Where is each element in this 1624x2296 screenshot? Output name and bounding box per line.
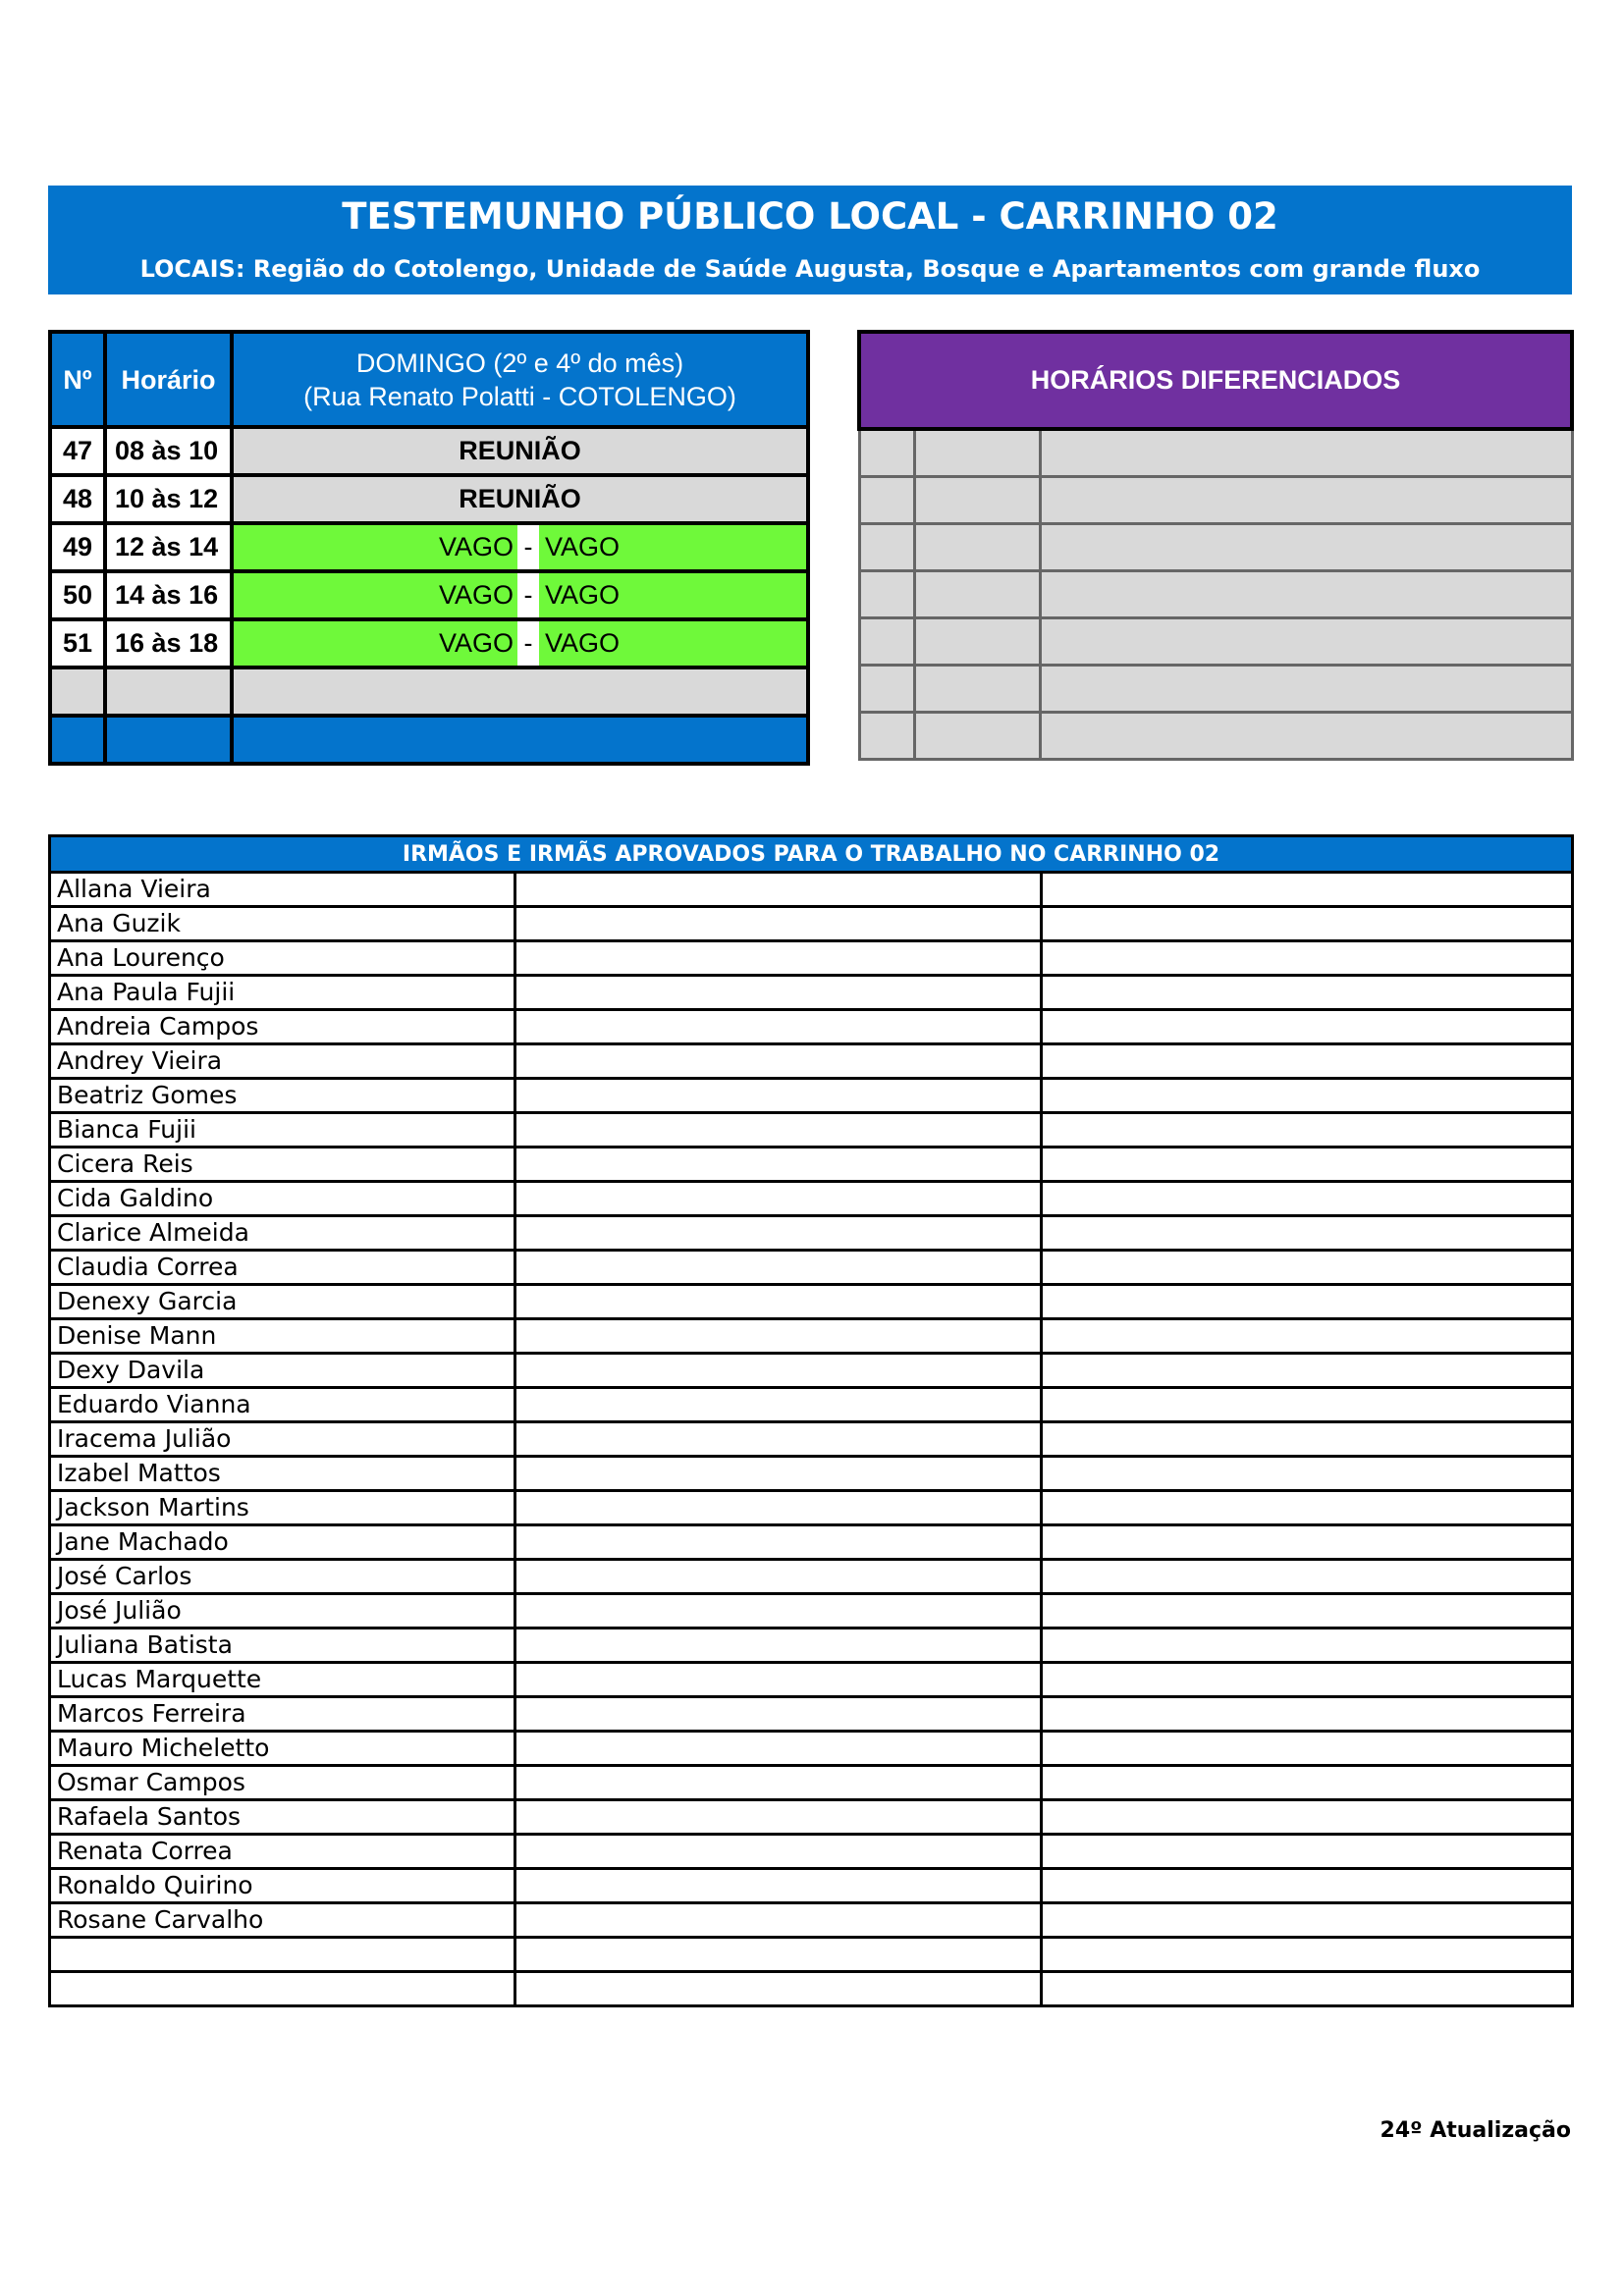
approved-extra-cell[interactable] [515, 1972, 1042, 2006]
approved-extra-cell[interactable] [515, 1285, 1042, 1319]
approved-name: Andreia Campos [50, 1010, 515, 1044]
row-time: 14 às 16 [105, 571, 232, 619]
approved-row [50, 1525, 1573, 1560]
approved-name: Ana Paula Fujii [50, 976, 515, 1010]
diferenciados-row [859, 477, 1572, 524]
col-day-line2: (Rua Renato Polatti - COTOLENGO) [303, 381, 736, 411]
diferenciados-row [859, 429, 1572, 477]
approved-extra-cell[interactable] [515, 1594, 1042, 1629]
approved-extra-cell[interactable] [1042, 1079, 1573, 1113]
blue-cell [50, 716, 105, 764]
approved-name: Ana Guzik [50, 907, 515, 941]
row-time: 16 às 18 [105, 619, 232, 667]
diferenciados-cell[interactable] [1040, 618, 1572, 666]
approved-row [50, 1629, 1573, 1663]
approved-name: Claudia Correa [50, 1251, 515, 1285]
blue-cell [232, 716, 808, 764]
page-subtitle: LOCAIS: Região do Cotolengo, Unidade de Saúde Augusta, Bosque e Apartamentos com grande fluxo [139, 255, 1481, 283]
diferenciados-cell[interactable] [859, 429, 914, 477]
schedule-header-row [50, 332, 808, 427]
approved-extra-cell[interactable] [1042, 941, 1573, 976]
diferenciados-cell[interactable] [1040, 571, 1572, 618]
approved-extra-cell[interactable] [1042, 1251, 1573, 1285]
approved-row [50, 1663, 1573, 1697]
approved-name: Denise Mann [50, 1319, 515, 1354]
diferenciados-cell[interactable] [914, 713, 1040, 760]
approved-name [50, 1938, 515, 1972]
approved-extra-cell[interactable] [1042, 1938, 1573, 1972]
schedule-row [50, 619, 808, 667]
slot-separator: - [517, 621, 539, 666]
row-time: 08 às 10 [105, 427, 232, 475]
schedule-row [50, 571, 808, 619]
approved-name: Clarice Almeida [50, 1216, 515, 1251]
approved-name: Eduardo Vianna [50, 1388, 515, 1422]
diferenciados-header-row [859, 332, 1572, 429]
row-number: 48 [50, 475, 105, 523]
diferenciados-cell[interactable] [1040, 429, 1572, 477]
approved-name: José Carlos [50, 1560, 515, 1594]
approved-name: Cicera Reis [50, 1148, 515, 1182]
approved-name: Rosane Carvalho [50, 1903, 515, 1938]
approved-name: Mauro Micheletto [50, 1732, 515, 1766]
approved-extra-cell[interactable] [1042, 873, 1573, 907]
row-number: 49 [50, 523, 105, 571]
schedule-table [48, 330, 810, 766]
approved-name: Osmar Campos [50, 1766, 515, 1800]
approved-extra-cell[interactable] [1042, 1285, 1573, 1319]
diferenciados-row [859, 618, 1572, 666]
approved-extra-cell[interactable] [515, 1113, 1042, 1148]
approved-row [50, 1182, 1573, 1216]
approved-row [50, 1044, 1573, 1079]
diferenciados-table [857, 330, 1574, 761]
col-time-header: Horário [105, 332, 232, 427]
approved-extra-cell[interactable] [1042, 1319, 1573, 1354]
row-number: 50 [50, 571, 105, 619]
approved-extra-cell[interactable] [1042, 1182, 1573, 1216]
slot-a[interactable]: VAGO [438, 532, 514, 561]
approved-extra-cell[interactable] [515, 1525, 1042, 1560]
approved-name: Bianca Fujii [50, 1113, 515, 1148]
approved-extra-cell[interactable] [515, 1354, 1042, 1388]
approved-extra-cell[interactable] [515, 1216, 1042, 1251]
diferenciados-row [859, 524, 1572, 571]
empty-cell[interactable] [50, 667, 105, 716]
approved-extra-cell[interactable] [515, 1457, 1042, 1491]
approved-extra-cell[interactable] [515, 1869, 1042, 1903]
approved-name: Iracema Julião [50, 1422, 515, 1457]
approved-row [50, 1835, 1573, 1869]
diferenciados-cell[interactable] [914, 571, 1040, 618]
approved-row [50, 1354, 1573, 1388]
approved-extra-cell[interactable] [1042, 1663, 1573, 1697]
schedule-row [50, 427, 808, 475]
approved-title: IRMÃOS E IRMÃS APROVADOS PARA O TRABALHO NO CARRINHO 02 [50, 836, 1573, 873]
approved-extra-cell[interactable] [1042, 1869, 1573, 1903]
diferenciados-cell[interactable] [914, 618, 1040, 666]
row-time: 10 às 12 [105, 475, 232, 523]
diferenciados-cell[interactable] [914, 524, 1040, 571]
approved-name: Marcos Ferreira [50, 1697, 515, 1732]
schedule-empty-row [50, 667, 808, 716]
approved-row [50, 1491, 1573, 1525]
approved-extra-cell[interactable] [1042, 1732, 1573, 1766]
approved-extra-cell[interactable] [515, 1319, 1042, 1354]
approved-row [50, 1457, 1573, 1491]
approved-row [50, 1732, 1573, 1766]
approved-name: Andrey Vieira [50, 1044, 515, 1079]
approved-extra-cell[interactable] [1042, 1629, 1573, 1663]
approved-extra-cell[interactable] [1042, 1113, 1573, 1148]
approved-extra-cell[interactable] [1042, 1835, 1573, 1869]
slot-separator: - [517, 573, 539, 617]
diferenciados-title: HORÁRIOS DIFERENCIADOS [859, 332, 1572, 429]
approved-name: Juliana Batista [50, 1629, 515, 1663]
approved-extra-cell[interactable] [515, 873, 1042, 907]
approved-extra-cell[interactable] [1042, 1972, 1573, 2006]
empty-cell[interactable] [105, 667, 232, 716]
col-num-header: Nº [50, 332, 105, 427]
approved-name: Renata Correa [50, 1835, 515, 1869]
approved-name: Allana Vieira [50, 873, 515, 907]
approved-extra-cell[interactable] [515, 1663, 1042, 1697]
approved-name: Lucas Marquette [50, 1663, 515, 1697]
schedule-row [50, 523, 808, 571]
approved-extra-cell[interactable] [1042, 1697, 1573, 1732]
approved-extra-cell[interactable] [515, 1079, 1042, 1113]
approved-row [50, 1869, 1573, 1903]
approved-extra-cell[interactable] [515, 1766, 1042, 1800]
approved-extra-cell[interactable] [1042, 1388, 1573, 1422]
col-day-line1: DOMINGO (2º e 4º do mês) [355, 347, 684, 378]
approved-extra-cell[interactable] [515, 941, 1042, 976]
diferenciados-row [859, 571, 1572, 618]
approved-extra-cell[interactable] [1042, 976, 1573, 1010]
approved-row [50, 1422, 1573, 1457]
approved-extra-cell[interactable] [515, 1422, 1042, 1457]
approved-name: Jane Machado [50, 1525, 515, 1560]
approved-extra-cell[interactable] [515, 1182, 1042, 1216]
diferenciados-cell[interactable] [1040, 524, 1572, 571]
approved-row [50, 1560, 1573, 1594]
approved-row [50, 976, 1573, 1010]
diferenciados-row [859, 713, 1572, 760]
col-day-header [232, 332, 808, 427]
approved-extra-cell[interactable] [1042, 1354, 1573, 1388]
page-title: TESTEMUNHO PÚBLICO LOCAL - CARRINHO 02 [342, 195, 1278, 238]
approved-header-row [50, 836, 1573, 873]
slot-a[interactable]: VAGO [438, 628, 514, 658]
diferenciados-cell[interactable] [914, 429, 1040, 477]
slot-b[interactable]: VAGO [545, 532, 621, 561]
row-status[interactable]: REUNIÃO [232, 427, 808, 475]
diferenciados-cell[interactable] [1040, 477, 1572, 524]
approved-extra-cell[interactable] [515, 1835, 1042, 1869]
approved-row [50, 1594, 1573, 1629]
approved-extra-cell[interactable] [515, 1800, 1042, 1835]
approved-extra-cell[interactable] [515, 1697, 1042, 1732]
approved-name: Cida Galdino [50, 1182, 515, 1216]
row-time: 12 às 14 [105, 523, 232, 571]
approved-extra-cell[interactable] [515, 976, 1042, 1010]
approved-row [50, 1903, 1573, 1938]
slot-b[interactable]: VAGO [545, 580, 621, 610]
approved-row [50, 1697, 1573, 1732]
blue-cell [105, 716, 232, 764]
row-number: 47 [50, 427, 105, 475]
approved-row [50, 1285, 1573, 1319]
approved-row [50, 941, 1573, 976]
approved-name: Denexy Garcia [50, 1285, 515, 1319]
row-slots [232, 523, 808, 571]
approved-row [50, 873, 1573, 907]
approved-row [50, 1010, 1573, 1044]
approved-row [50, 1766, 1573, 1800]
diferenciados-cell[interactable] [1040, 666, 1572, 713]
approved-extra-cell[interactable] [515, 907, 1042, 941]
approved-row [50, 1388, 1573, 1422]
approved-extra-cell[interactable] [1042, 907, 1573, 941]
diferenciados-row [859, 666, 1572, 713]
approved-name: Dexy Davila [50, 1354, 515, 1388]
diferenciados-cell[interactable] [1040, 713, 1572, 760]
row-number: 51 [50, 619, 105, 667]
approved-extra-cell[interactable] [515, 1251, 1042, 1285]
approved-extra-cell[interactable] [1042, 1800, 1573, 1835]
approved-name: José Julião [50, 1594, 515, 1629]
approved-extra-cell[interactable] [515, 1938, 1042, 1972]
row-status[interactable]: REUNIÃO [232, 475, 808, 523]
approved-extra-cell[interactable] [515, 1732, 1042, 1766]
approved-name [50, 1972, 515, 2006]
diferenciados-cell[interactable] [859, 477, 914, 524]
approved-extra-cell[interactable] [1042, 1148, 1573, 1182]
approved-extra-cell[interactable] [1042, 1560, 1573, 1594]
approved-name: Ronaldo Quirino [50, 1869, 515, 1903]
diferenciados-cell[interactable] [859, 666, 914, 713]
approved-extra-cell[interactable] [515, 1148, 1042, 1182]
approved-extra-cell[interactable] [1042, 1457, 1573, 1491]
schedule-footer-row [50, 716, 808, 764]
sheet-header [48, 186, 1572, 294]
row-slots [232, 571, 808, 619]
diferenciados-cell[interactable] [914, 477, 1040, 524]
approved-row [50, 1251, 1573, 1285]
approved-extra-cell[interactable] [1042, 1216, 1573, 1251]
approved-row [50, 1216, 1573, 1251]
approved-row [50, 1079, 1573, 1113]
approved-name: Ana Lourenço [50, 941, 515, 976]
approved-table [48, 834, 1574, 2007]
row-slots [232, 619, 808, 667]
approved-name: Beatriz Gomes [50, 1079, 515, 1113]
diferenciados-cell[interactable] [859, 618, 914, 666]
approved-extra-cell[interactable] [515, 1903, 1042, 1938]
schedule-row [50, 475, 808, 523]
update-note: 24º Atualização [1380, 2118, 1571, 2143]
approved-row [50, 1972, 1573, 2006]
approved-name: Izabel Mattos [50, 1457, 515, 1491]
approved-extra-cell[interactable] [1042, 1594, 1573, 1629]
slot-a[interactable]: VAGO [438, 580, 514, 610]
slot-separator: - [517, 525, 539, 569]
diferenciados-cell[interactable] [859, 713, 914, 760]
empty-cell[interactable] [232, 667, 808, 716]
approved-row [50, 1938, 1573, 1972]
approved-extra-cell[interactable] [515, 1491, 1042, 1525]
approved-extra-cell[interactable] [1042, 1766, 1573, 1800]
approved-extra-cell[interactable] [515, 1629, 1042, 1663]
approved-extra-cell[interactable] [515, 1388, 1042, 1422]
approved-extra-cell[interactable] [1042, 1903, 1573, 1938]
approved-extra-cell[interactable] [1042, 1491, 1573, 1525]
approved-extra-cell[interactable] [515, 1010, 1042, 1044]
approved-row [50, 1800, 1573, 1835]
diferenciados-cell[interactable] [859, 524, 914, 571]
approved-extra-cell[interactable] [1042, 1044, 1573, 1079]
approved-row [50, 1319, 1573, 1354]
diferenciados-cell[interactable] [914, 666, 1040, 713]
approved-name: Rafaela Santos [50, 1800, 515, 1835]
approved-row [50, 1148, 1573, 1182]
approved-extra-cell[interactable] [1042, 1010, 1573, 1044]
approved-extra-cell[interactable] [1042, 1525, 1573, 1560]
diferenciados-cell[interactable] [859, 571, 914, 618]
approved-extra-cell[interactable] [515, 1044, 1042, 1079]
approved-row [50, 1113, 1573, 1148]
approved-extra-cell[interactable] [515, 1560, 1042, 1594]
approved-name: Jackson Martins [50, 1491, 515, 1525]
approved-extra-cell[interactable] [1042, 1422, 1573, 1457]
approved-row [50, 907, 1573, 941]
slot-b[interactable]: VAGO [545, 628, 621, 658]
